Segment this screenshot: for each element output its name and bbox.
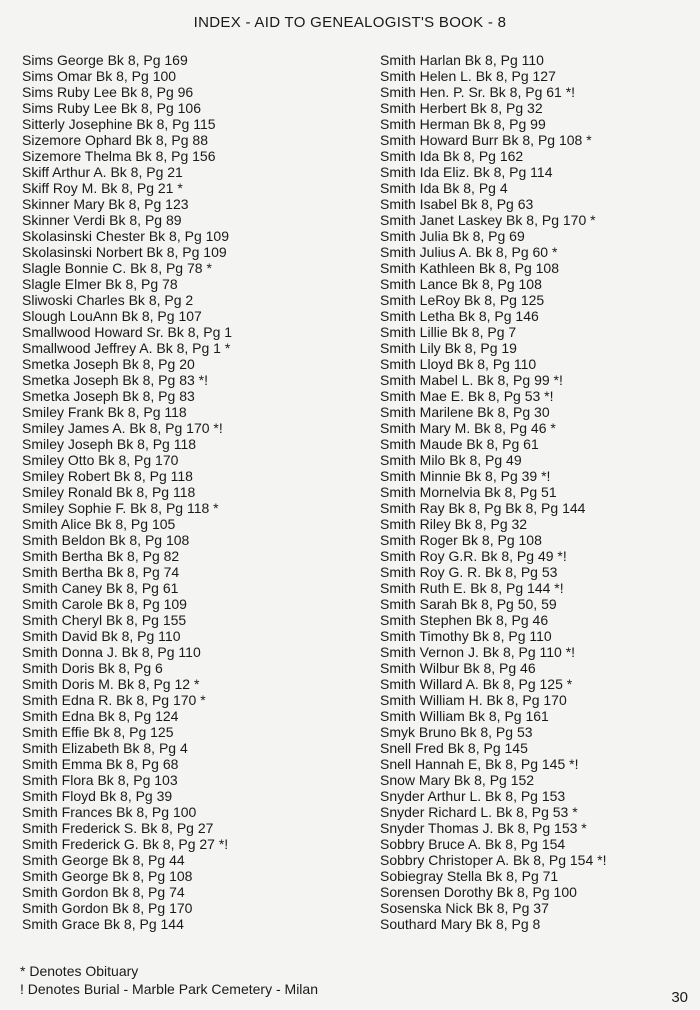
index-entry: Sorensen Dorothy Bk 8, Pg 100 xyxy=(380,884,577,900)
index-entry: Snyder Thomas J. Bk 8, Pg 153 * xyxy=(380,820,587,836)
index-entry: Smith Gordon Bk 8, Pg 74 xyxy=(22,884,185,900)
index-entry: Snyder Richard L. Bk 8, Pg 53 * xyxy=(380,804,578,820)
index-entry: Sobbry Christoper A. Bk 8, Pg 154 *! xyxy=(380,852,607,868)
index-entry: Smith Willard A. Bk 8, Pg 125 * xyxy=(380,676,573,692)
index-entry: Smith Helen L. Bk 8, Pg 127 xyxy=(380,68,556,84)
index-entry: Smith Lance Bk 8, Pg 108 xyxy=(380,276,542,292)
index-entry: Smallwood Jeffrey A. Bk 8, Pg 1 * xyxy=(22,340,231,356)
index-entry: Smyk Bruno Bk 8, Pg 53 xyxy=(380,724,533,740)
index-entry: Smith Hen. P. Sr. Bk 8, Pg 61 *! xyxy=(380,84,576,100)
index-entry: Smith Donna J. Bk 8, Pg 110 xyxy=(22,644,201,660)
index-entry: Smith Effie Bk 8, Pg 125 xyxy=(22,724,174,740)
index-entry: Smith Bertha Bk 8, Pg 82 xyxy=(22,548,180,564)
index-entry: Smith Janet Laskey Bk 8, Pg 170 * xyxy=(380,212,596,228)
index-entry: Smith Ida Bk 8, Pg 4 xyxy=(380,180,508,196)
index-entry: Sims Ruby Lee Bk 8, Pg 106 xyxy=(22,100,201,116)
index-entry: Smith Grace Bk 8, Pg 144 xyxy=(22,916,184,932)
index-entry: Smith Isabel Bk 8, Pg 63 xyxy=(380,196,534,212)
index-entry: Smith Mary M. Bk 8, Pg 46 * xyxy=(380,420,556,436)
index-entry: Smith Caney Bk 8, Pg 61 xyxy=(22,580,179,596)
index-entry: Smith Frederick G. Bk 8, Pg 27 *! xyxy=(22,836,229,852)
page-title: INDEX - AID TO GENEALOGIST'S BOOK - 8 xyxy=(193,14,507,31)
index-entry: Smith Lily Bk 8, Pg 19 xyxy=(380,340,517,356)
index-entry: Smith Floyd Bk 8, Pg 39 xyxy=(22,788,173,804)
index-entry: Smith Julia Bk 8, Pg 69 xyxy=(380,228,525,244)
index-entry: Smith Julius A. Bk 8, Pg 60 * xyxy=(380,244,558,260)
index-entry: Skolasinski Norbert Bk 8, Pg 109 xyxy=(22,244,227,260)
index-entry: Smith Emma Bk 8, Pg 68 xyxy=(22,756,179,772)
index-entry: Smith Lloyd Bk 8, Pg 110 xyxy=(380,356,537,372)
index-entry: Skinner Verdi Bk 8, Pg 89 xyxy=(22,212,182,228)
index-entry: Smith Carole Bk 8, Pg 109 xyxy=(22,596,187,612)
index-entry: Smith Riley Bk 8, Pg 32 xyxy=(380,516,528,532)
index-entry: Smith Ida Bk 8, Pg 162 xyxy=(380,148,524,164)
index-entry: Slagle Elmer Bk 8, Pg 78 xyxy=(22,276,178,292)
index-column-left xyxy=(22,52,367,932)
index-entry: Skiff Roy M. Bk 8, Pg 21 * xyxy=(22,180,183,196)
index-entry: Sizemore Ophard Bk 8, Pg 88 xyxy=(22,132,208,148)
index-entry: Smith Stephen Bk 8, Pg 46 xyxy=(380,612,549,628)
index-entry: Smith Elizabeth Bk 8, Pg 4 xyxy=(22,740,188,756)
index-entry: Smith Marilene Bk 8, Pg 30 xyxy=(380,404,550,420)
index-entry: Smith Letha Bk 8, Pg 146 xyxy=(380,308,539,324)
index-entry: Smith Herbert Bk 8, Pg 32 xyxy=(380,100,543,116)
index-entry: Skiff Arthur A. Bk 8, Pg 21 xyxy=(22,164,183,180)
index-entry: Smallwood Howard Sr. Bk 8, Pg 1 xyxy=(22,324,233,340)
index-entry: Smith Frances Bk 8, Pg 100 xyxy=(22,804,197,820)
index-entry: Smith Doris M. Bk 8, Pg 12 * xyxy=(22,676,200,692)
index-entry: Smith Roger Bk 8, Pg 108 xyxy=(380,532,542,548)
index-entry: Smiley Robert Bk 8, Pg 118 xyxy=(22,468,193,484)
index-entry: Sims Omar Bk 8, Pg 100 xyxy=(22,68,177,84)
index-entry: Slagle Bonnie C. Bk 8, Pg 78 * xyxy=(22,260,212,276)
index-entry: Sliwoski Charles Bk 8, Pg 2 xyxy=(22,292,194,308)
index-entry: Smith Harlan Bk 8, Pg 110 xyxy=(380,52,544,68)
footnote-obituary: * Denotes Obituary xyxy=(20,963,139,979)
index-entry: Sims George Bk 8, Pg 169 xyxy=(22,52,188,68)
index-entry: Smiley Otto Bk 8, Pg 170 xyxy=(22,452,179,468)
index-entry: Smith Cheryl Bk 8, Pg 155 xyxy=(22,612,187,628)
index-entry: Smith Vernon J. Bk 8, Pg 110 *! xyxy=(380,644,576,660)
index-entry: Smith Sarah Bk 8, Pg 50, 59 xyxy=(380,596,557,612)
index-entry: Skolasinski Chester Bk 8, Pg 109 xyxy=(22,228,229,244)
index-entry: Smith LeRoy Bk 8, Pg 125 xyxy=(380,292,545,308)
index-entry: Smith Bertha Bk 8, Pg 74 xyxy=(22,564,180,580)
index-entry: Smith Doris Bk 8, Pg 6 xyxy=(22,660,163,676)
index-entry: Skinner Mary Bk 8, Pg 123 xyxy=(22,196,189,212)
index-entry: Smith Flora Bk 8, Pg 103 xyxy=(22,772,178,788)
index-entry: Smith Gordon Bk 8, Pg 170 xyxy=(22,900,193,916)
index-entry: Smith Alice Bk 8, Pg 105 xyxy=(22,516,176,532)
index-entry: Smith Beldon Bk 8, Pg 108 xyxy=(22,532,190,548)
footnotes xyxy=(20,962,318,998)
index-entry: Smiley Sophie F. Bk 8, Pg 118 * xyxy=(22,500,219,516)
index-entry: Snyder Arthur L. Bk 8, Pg 153 xyxy=(380,788,566,804)
index-entry: Smith Edna R. Bk 8, Pg 170 * xyxy=(22,692,206,708)
index-entry: Sizemore Thelma Bk 8, Pg 156 xyxy=(22,148,216,164)
index-entry: Smith Mabel L. Bk 8, Pg 99 *! xyxy=(380,372,563,388)
index-entry: Smith Howard Burr Bk 8, Pg 108 * xyxy=(380,132,592,148)
index-entry: Slough LouAnn Bk 8, Pg 107 xyxy=(22,308,202,324)
index-entry: Smith George Bk 8, Pg 44 xyxy=(22,852,185,868)
footnote-burial: ! Denotes Burial - Marble Park Cemetery - Milan xyxy=(20,981,318,997)
index-entry: Smetka Joseph Bk 8, Pg 83 xyxy=(22,388,195,404)
index-entry: Smetka Joseph Bk 8, Pg 83 *! xyxy=(22,372,208,388)
index-entry: Snow Mary Bk 8, Pg 152 xyxy=(380,772,535,788)
index-entry: Smith Lillie Bk 8, Pg 7 xyxy=(380,324,517,340)
index-column-right xyxy=(380,52,690,932)
index-entry: Smith Herman Bk 8, Pg 99 xyxy=(380,116,546,132)
index-entry: Smith Timothy Bk 8, Pg 110 xyxy=(380,628,552,644)
index-entry: Smith Minnie Bk 8, Pg 39 *! xyxy=(380,468,551,484)
index-entry: Sobbry Bruce A. Bk 8, Pg 154 xyxy=(380,836,566,852)
index-entry: Smith William Bk 8, Pg 161 xyxy=(380,708,549,724)
index-entry: Sitterly Josephine Bk 8, Pg 115 xyxy=(22,116,216,132)
index-entry: Smith Maude Bk 8, Pg 61 xyxy=(380,436,539,452)
index-entry: Smiley Ronald Bk 8, Pg 118 xyxy=(22,484,196,500)
index-entry: Smith Edna Bk 8, Pg 124 xyxy=(22,708,179,724)
index-entry: Smith William H. Bk 8, Pg 170 xyxy=(380,692,567,708)
index-entry: Snell Fred Bk 8, Pg 145 xyxy=(380,740,528,756)
index-entry: Smith Frederick S. Bk 8, Pg 27 xyxy=(22,820,214,836)
index-entry: Smith George Bk 8, Pg 108 xyxy=(22,868,193,884)
index-entry: Smith Ruth E. Bk 8, Pg 144 *! xyxy=(380,580,564,596)
index-entry: Smiley Joseph Bk 8, Pg 118 xyxy=(22,436,197,452)
index-entry: Smiley James A. Bk 8, Pg 170 *! xyxy=(22,420,223,436)
index-entry: Smith Ray Bk 8, Pg Bk 8, Pg 144 xyxy=(380,500,586,516)
index-entry: Snell Hannah E, Bk 8, Pg 145 *! xyxy=(380,756,579,772)
index-entry: Smith Ida Eliz. Bk 8, Pg 114 xyxy=(380,164,553,180)
index-entry: Smith Roy G.R. Bk 8, Pg 49 *! xyxy=(380,548,567,564)
index-entry: Smith Mae E. Bk 8, Pg 53 *! xyxy=(380,388,554,404)
index-entry: Sobiegray Stella Bk 8, Pg 71 xyxy=(380,868,559,884)
index-entry: Southard Mary Bk 8, Pg 8 xyxy=(380,916,541,932)
index-entry: Smith Milo Bk 8, Pg 49 xyxy=(380,452,522,468)
index-entry: Smith Roy G. R. Bk 8, Pg 53 xyxy=(380,564,558,580)
index-entry: Smith David Bk 8, Pg 110 xyxy=(22,628,181,644)
index-entry: Sims Ruby Lee Bk 8, Pg 96 xyxy=(22,84,194,100)
index-entry: Sosenska Nick Bk 8, Pg 37 xyxy=(380,900,549,916)
index-entry: Smith Wilbur Bk 8, Pg 46 xyxy=(380,660,536,676)
index-entry: Smetka Joseph Bk 8, Pg 20 xyxy=(22,356,195,372)
index-entry: Smiley Frank Bk 8, Pg 118 xyxy=(22,404,187,420)
index-entry: Smith Mornelvia Bk 8, Pg 51 xyxy=(380,484,557,500)
page-number: 30 xyxy=(671,989,688,1006)
index-entry: Smith Kathleen Bk 8, Pg 108 xyxy=(380,260,559,276)
